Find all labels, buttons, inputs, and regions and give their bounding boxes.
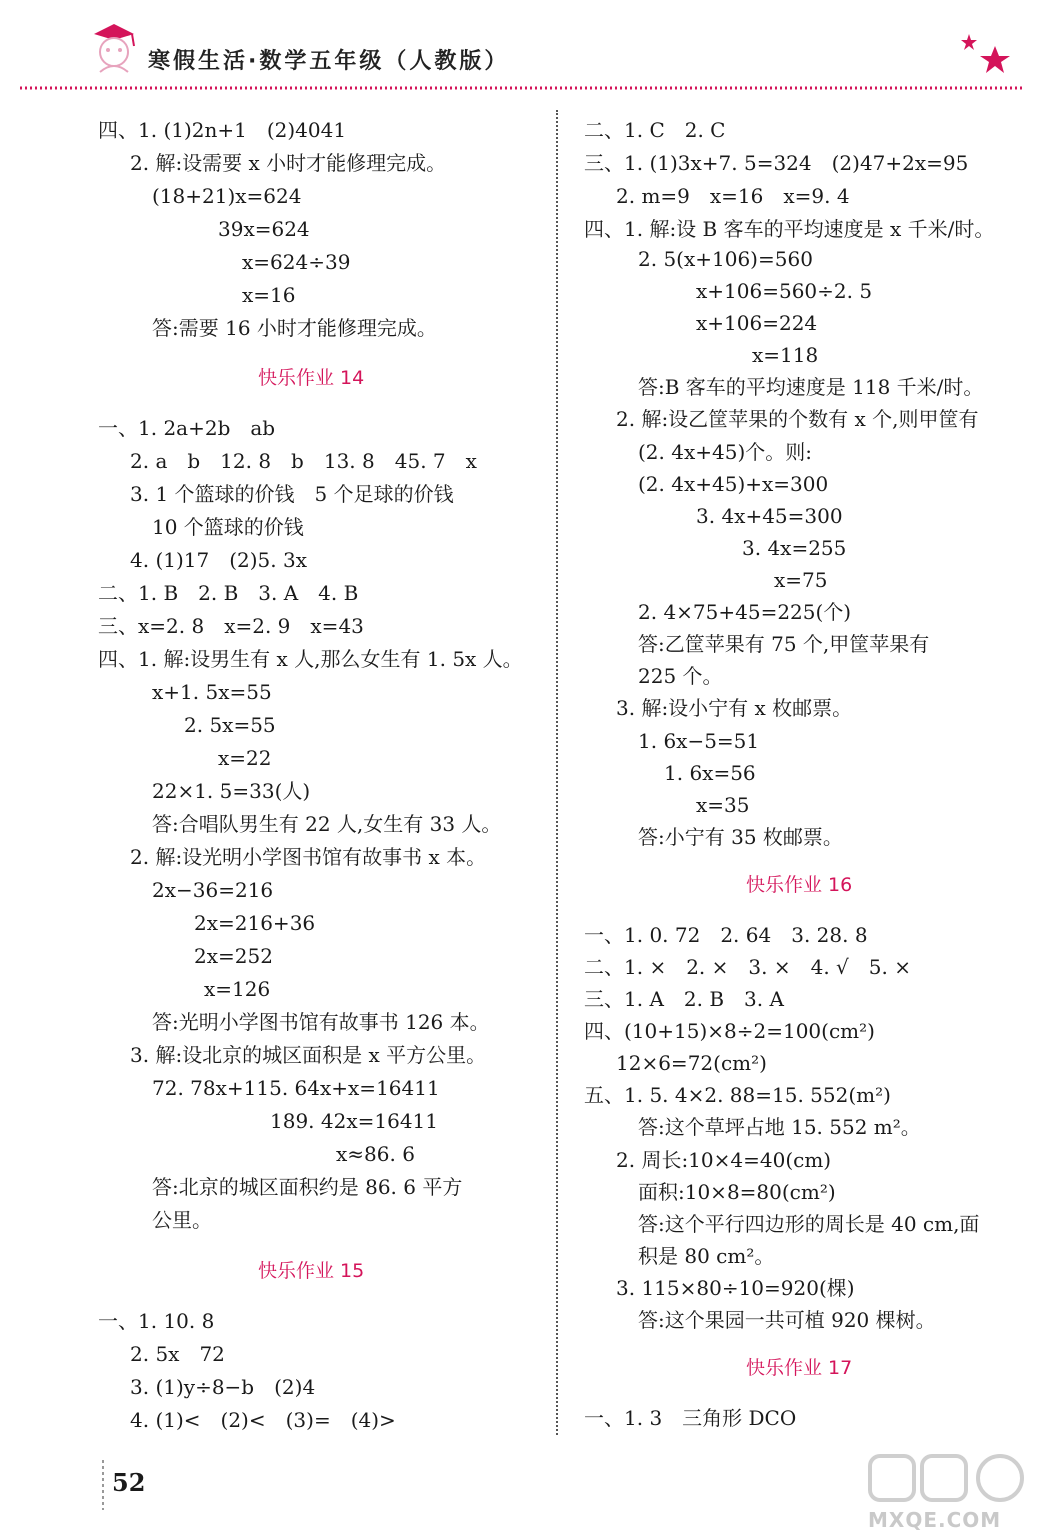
right-line-30: 五、1. 5. 4×2. 88=15. 552(m²) bbox=[584, 1083, 891, 1107]
left-line-27: 答:光明小学图书馆有故事书 126 本。 bbox=[152, 1010, 490, 1034]
left-line-19: x=22 bbox=[218, 746, 272, 770]
left-line-11: 3. 1 个篮球的价钱 5 个足球的价钱 bbox=[130, 482, 454, 506]
left-line-21: 答:合唱队男生有 22 人,女生有 33 人。 bbox=[152, 812, 502, 836]
right-line-11: (2. 4x+45)个。则: bbox=[638, 440, 812, 464]
left-line-32: 答:北京的城区面积约是 86. 6 平方 bbox=[152, 1175, 463, 1199]
left-line-2: 2. 解:设需要 x 小时才能修理完成。 bbox=[130, 151, 447, 175]
left-line-5: x=624÷39 bbox=[242, 250, 351, 274]
right-line-23: 答:小宁有 35 枚邮票。 bbox=[638, 825, 843, 849]
left-line-16: 四、1. 解:设男生有 x 人,那么女生有 1. 5x 人。 bbox=[98, 647, 523, 671]
right-line-31: 答:这个草坪占地 15. 552 m²。 bbox=[638, 1115, 921, 1139]
right-line-18: 225 个。 bbox=[638, 664, 723, 688]
section-heading-16: 快乐作业 16 bbox=[746, 874, 853, 896]
right-line-21: 1. 6x=56 bbox=[664, 761, 756, 785]
section-heading-17: 快乐作业 17 bbox=[746, 1357, 853, 1379]
left-line-3: (18+21)x=624 bbox=[152, 184, 302, 208]
left-line-1: 四、1. (1)2n+1 (2)4041 bbox=[98, 118, 347, 142]
right-line-22: x=35 bbox=[696, 793, 750, 817]
left-line-25: 2x=252 bbox=[194, 944, 273, 968]
left-line-38: 4. (1)< (2)< (3)= (4)> bbox=[130, 1408, 396, 1432]
watermark-site: MXQE.COM bbox=[868, 1508, 1002, 1532]
left-line-14: 二、1. B 2. B 3. A 4. B bbox=[98, 581, 359, 605]
right-line-20: 1. 6x−5=51 bbox=[638, 729, 760, 753]
page-tick bbox=[100, 1460, 106, 1510]
right-line-28: 四、(10+15)×8÷2=100(cm²) bbox=[584, 1019, 875, 1043]
left-line-10: 2. a b 12. 8 b 13. 8 45. 7 x bbox=[130, 449, 477, 473]
left-line-33: 公里。 bbox=[152, 1208, 212, 1232]
left-line-12: 10 个篮球的价钱 bbox=[152, 515, 304, 539]
left-line-28: 3. 解:设北京的城区面积是 x 平方公里。 bbox=[130, 1043, 487, 1067]
left-line-35: 一、1. 10. 8 bbox=[98, 1309, 215, 1333]
right-line-12: (2. 4x+45)+x=300 bbox=[638, 472, 829, 496]
left-line-23: 2x−36=216 bbox=[152, 878, 274, 902]
right-line-6: x+106=560÷2. 5 bbox=[696, 279, 873, 303]
left-line-22: 2. 解:设光明小学图书馆有故事书 x 本。 bbox=[130, 845, 487, 869]
right-line-9: 答:B 客车的平均速度是 118 千米/时。 bbox=[638, 375, 984, 399]
right-line-17: 答:乙筐苹果有 75 个,甲筐苹果有 bbox=[638, 632, 930, 656]
header-rule bbox=[20, 84, 1025, 92]
right-line-15: x=75 bbox=[774, 568, 828, 592]
left-line-31: x≈86. 6 bbox=[336, 1142, 415, 1166]
page-header bbox=[0, 0, 1047, 100]
right-line-8: x=118 bbox=[752, 343, 819, 367]
left-line-20: 22×1. 5=33(人) bbox=[152, 779, 311, 803]
right-line-3: 2. m=9 x=16 x=9. 4 bbox=[616, 184, 850, 208]
left-line-18: 2. 5x=55 bbox=[184, 713, 276, 737]
left-line-37: 3. (1)y÷8−b (2)4 bbox=[130, 1375, 316, 1399]
right-line-25: 一、1. 0. 72 2. 64 3. 28. 8 bbox=[584, 923, 868, 947]
right-line-29: 12×6=72(cm²) bbox=[616, 1051, 767, 1075]
right-line-4: 四、1. 解:设 B 客车的平均速度是 x 千米/时。 bbox=[584, 217, 995, 241]
right-line-32: 2. 周长:10×4=40(cm) bbox=[616, 1148, 832, 1172]
right-line-39: 一、1. 3 三角形 DCO bbox=[584, 1406, 797, 1430]
right-line-34: 答:这个平行四边形的周长是 40 cm,面 bbox=[638, 1212, 980, 1236]
right-line-16: 2. 4×75+45=225(个) bbox=[638, 600, 852, 624]
right-line-19: 3. 解:设小宁有 x 枚邮票。 bbox=[616, 696, 853, 720]
right-line-5: 2. 5(x+106)=560 bbox=[638, 247, 813, 271]
right-line-35: 积是 80 cm²。 bbox=[638, 1244, 775, 1268]
left-line-4: 39x=624 bbox=[218, 217, 310, 241]
right-line-1: 二、1. C 2. C bbox=[584, 118, 726, 142]
right-line-13: 3. 4x+45=300 bbox=[696, 504, 843, 528]
right-line-33: 面积:10×8=80(cm²) bbox=[638, 1180, 836, 1204]
stars-icon bbox=[955, 28, 1015, 78]
left-line-36: 2. 5x 72 bbox=[130, 1342, 225, 1366]
left-line-26: x=126 bbox=[204, 977, 271, 1001]
right-line-36: 3. 115×80÷10=920(棵) bbox=[616, 1276, 855, 1300]
mascot-icon bbox=[88, 20, 140, 78]
left-line-6: x=16 bbox=[242, 283, 296, 307]
right-line-37: 答:这个果园一共可植 920 棵树。 bbox=[638, 1308, 936, 1332]
left-line-9: 一、1. 2a+2b ab bbox=[98, 416, 276, 440]
header-title: 寒假生活·数学五年级（人教版） bbox=[148, 49, 510, 74]
right-line-14: 3. 4x=255 bbox=[742, 536, 847, 560]
right-line-10: 2. 解:设乙筐苹果的个数有 x 个,则甲筐有 bbox=[616, 407, 979, 431]
left-line-30: 189. 42x=16411 bbox=[270, 1109, 438, 1133]
left-line-7: 答:需要 16 小时才能修理完成。 bbox=[152, 316, 437, 340]
section-heading-15: 快乐作业 15 bbox=[258, 1260, 365, 1282]
right-line-2: 三、1. (1)3x+7. 5=324 (2)47+2x=95 bbox=[584, 151, 969, 175]
page-number: 52 bbox=[112, 1468, 146, 1497]
left-line-17: x+1. 5x=55 bbox=[152, 680, 272, 704]
left-line-24: 2x=216+36 bbox=[194, 911, 316, 935]
right-line-7: x+106=224 bbox=[696, 311, 818, 335]
left-line-29: 72. 78x+115. 64x+x=16411 bbox=[152, 1076, 440, 1100]
section-heading-14: 快乐作业 14 bbox=[258, 367, 365, 389]
right-line-27: 三、1. A 2. B 3. A bbox=[584, 987, 784, 1011]
left-line-15: 三、x=2. 8 x=2. 9 x=43 bbox=[98, 614, 364, 638]
column-divider bbox=[556, 110, 558, 1435]
right-line-26: 二、1. × 2. × 3. × 4. √ 5. × bbox=[584, 955, 911, 979]
left-line-13: 4. (1)17 (2)5. 3x bbox=[130, 548, 307, 572]
